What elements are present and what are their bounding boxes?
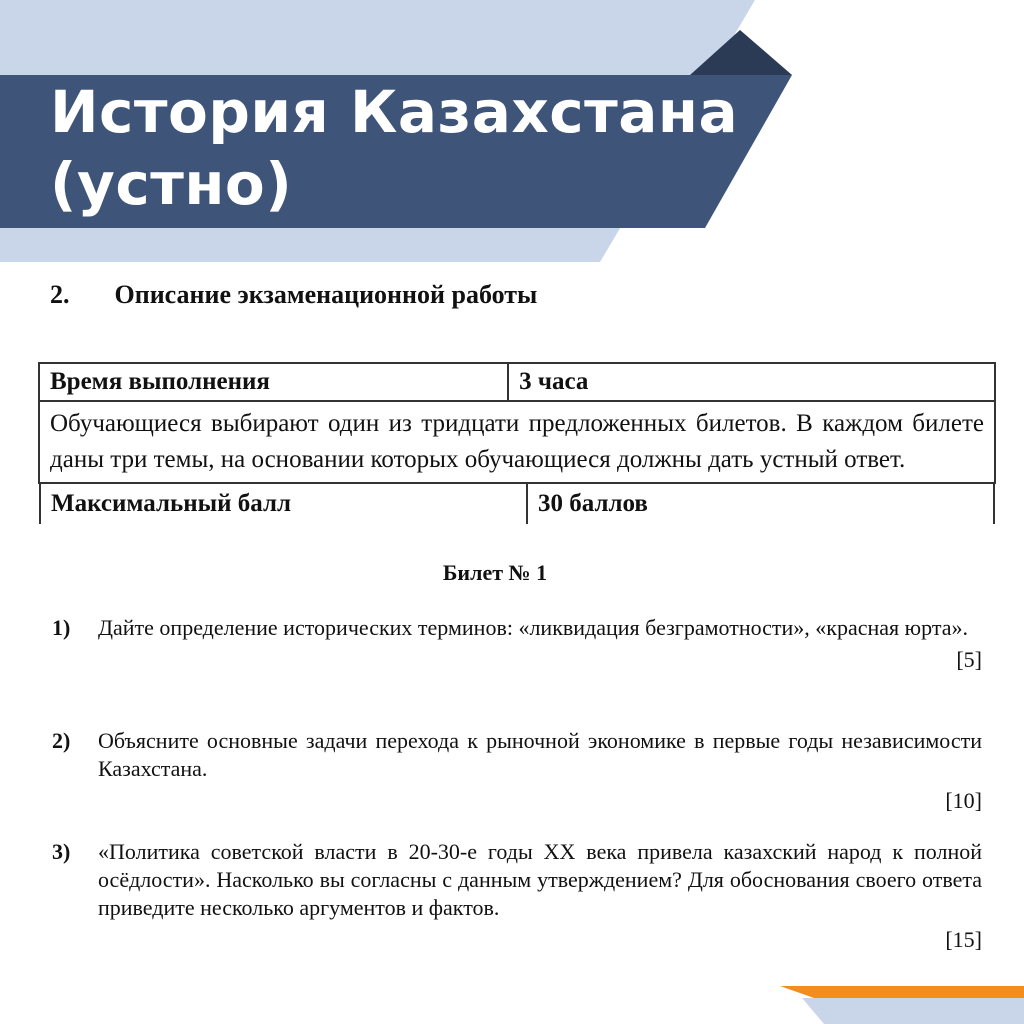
- question-text: «Политика советской власти в 20-30-е годы XX века привела казахский народ к полной осёдлости». Насколько вы согласны с данным утверждением? Для обоснования своего ответа приведите несколько аргументов и фактов.: [98, 839, 982, 920]
- max-score-row: [39, 484, 995, 524]
- max-score-value: 30 баллов: [527, 484, 994, 524]
- footer-light-bar: [802, 998, 1024, 1024]
- page-number: 3: [998, 946, 1010, 967]
- question-text: Дайте определение исторических терминов: «ликвидация безграмотности», «красная юрта».: [98, 615, 968, 640]
- question-points: [10]: [945, 788, 982, 813]
- question-text: Объясните основные задачи перехода к рыночной экономике в первые годы независимости Казахстана.: [98, 728, 982, 781]
- duration-value: 3 часа: [508, 363, 995, 401]
- question-number: 2): [52, 728, 71, 753]
- question-number: 1): [52, 615, 71, 640]
- section-number: 2.: [50, 280, 70, 309]
- table-row: [39, 401, 995, 483]
- exam-description-text: Обучающиеся выбирают один из тридцати предложенных билетов. В каждом билете даны три темы, на основании которых обучающиеся должны дать устный ответ.: [39, 401, 995, 483]
- question-points: [5]: [956, 647, 982, 672]
- slide-title: История Казахстана (устно): [50, 78, 739, 218]
- table-row: [39, 363, 995, 401]
- question-3: [52, 838, 982, 954]
- exam-description-table: [38, 362, 996, 524]
- footer-decoration: [780, 958, 1024, 1024]
- footer-orange-bar: [780, 986, 1024, 998]
- question-number: 3): [52, 839, 71, 864]
- section-heading-text: Описание экзаменационной работы: [114, 280, 538, 309]
- question-2: [52, 727, 982, 815]
- ticket-title: Билет № 1: [442, 560, 548, 585]
- max-score-label: Максимальный балл: [40, 484, 527, 524]
- section-heading: [50, 280, 537, 310]
- duration-label: Время выполнения: [39, 363, 508, 401]
- question-points: [15]: [945, 927, 982, 952]
- question-1: [52, 614, 982, 674]
- table-row: [39, 483, 995, 524]
